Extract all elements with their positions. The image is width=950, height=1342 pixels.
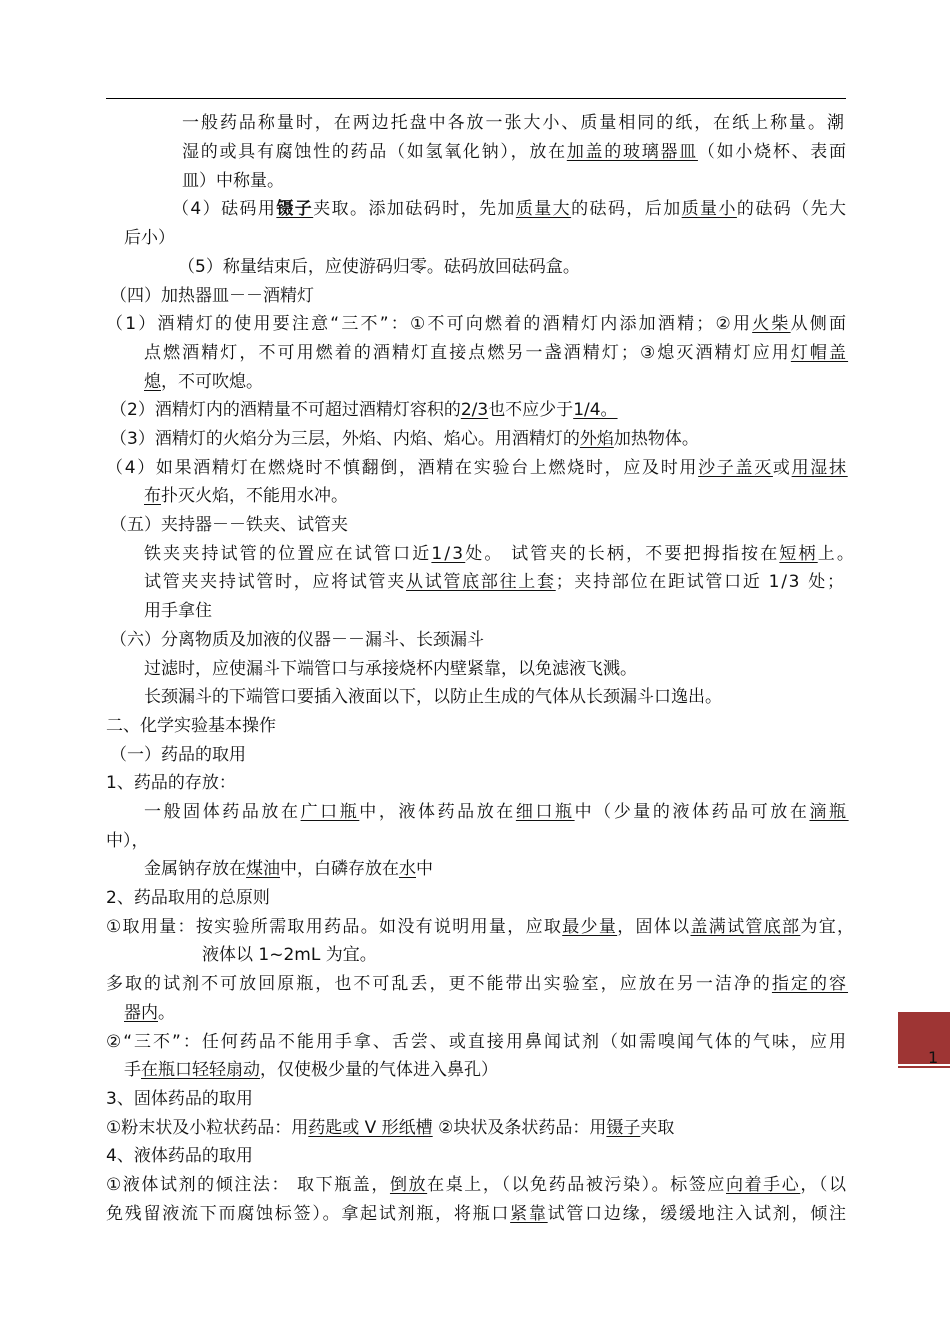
text-segment: 中，白磷存放在 bbox=[280, 859, 399, 879]
text-line bbox=[110, 399, 618, 421]
text-line bbox=[110, 514, 348, 536]
underlined-term: 1/4。 bbox=[573, 400, 618, 420]
text-segment: 。 bbox=[158, 1003, 175, 1023]
underlined-term: 加盖的玻璃器皿 bbox=[566, 142, 698, 162]
text-line bbox=[106, 313, 848, 335]
underlined-term: 滴瓶 bbox=[809, 802, 849, 822]
text-segment: 后小） bbox=[124, 228, 175, 248]
text-segment: 湿的或具有腐蚀性的药品（如氢氧化钠），放在 bbox=[182, 142, 567, 162]
underlined-term: 布 bbox=[144, 486, 161, 506]
text-line bbox=[182, 170, 284, 192]
text-line bbox=[144, 485, 348, 507]
underlined-term: 紧靠 bbox=[510, 1204, 548, 1224]
text-segment: ，不可吹熄。 bbox=[161, 372, 263, 392]
text-segment: ，仅使极少量的气体进入鼻孔） bbox=[260, 1060, 498, 1080]
text-segment: （5）称量结束后，应使游码归零。砝码放回砝码盒。 bbox=[178, 257, 580, 277]
text-line bbox=[106, 1145, 253, 1167]
text-line bbox=[106, 1088, 253, 1110]
text-line bbox=[106, 715, 276, 737]
underlined-term: 在瓶口轻轻扇动 bbox=[141, 1060, 260, 1080]
text-segment: ，（以 bbox=[800, 1175, 848, 1195]
underlined-term: 镊子 bbox=[276, 199, 314, 219]
text-segment: （4）如果酒精灯在燃烧时不慎翻倒，酒精在实验台上燃烧时，应及时用 bbox=[106, 458, 699, 478]
underlined-term: 火柴 bbox=[752, 314, 791, 334]
text-segment: 3、固体药品的取用 bbox=[106, 1089, 253, 1109]
text-segment: （五）夹持器－－铁夹、试管夹 bbox=[110, 515, 348, 535]
text-segment: ②块状及条状药品：用 bbox=[432, 1118, 607, 1138]
underlined-term: 从试管底部往上套 bbox=[406, 572, 556, 592]
text-line bbox=[182, 112, 846, 134]
text-segment: 2、药品取用的总原则 bbox=[106, 888, 270, 908]
text-line bbox=[144, 658, 637, 680]
text-segment: 手 bbox=[124, 1060, 141, 1080]
text-segment: （六）分离物质及加液的仪器－－漏斗、长颈漏斗 bbox=[110, 630, 484, 650]
text-segment: 的砝码，后加 bbox=[571, 199, 682, 219]
text-line bbox=[106, 1174, 848, 1196]
text-line bbox=[106, 1117, 674, 1139]
text-segment: 加热物体。 bbox=[613, 429, 699, 449]
text-line bbox=[144, 801, 849, 823]
text-line bbox=[144, 858, 433, 880]
text-line bbox=[172, 198, 847, 220]
underlined-term: 倒放 bbox=[389, 1175, 428, 1195]
text-segment: （3）酒精灯的火焰分为三层，外焰、内焰、焰心。用酒精灯的 bbox=[110, 429, 580, 449]
text-line bbox=[144, 371, 263, 393]
underlined-term: 熄 bbox=[144, 372, 161, 392]
text-segment: 长颈漏斗的下端管口要插入液面以下，以防止生成的气体从长颈漏斗口逸出。 bbox=[144, 687, 722, 707]
text-segment: （2）酒精灯内的酒精量不可超过酒精灯容积的 bbox=[110, 400, 461, 420]
underlined-term: 器内 bbox=[124, 1003, 158, 1023]
text-segment: （4）砝码用 bbox=[172, 199, 277, 219]
underlined-term: 1/3 bbox=[431, 544, 466, 564]
text-line bbox=[106, 973, 848, 995]
text-segment: 二、化学实验基本操作 bbox=[106, 716, 276, 736]
text-segment: ①粉末状及小粒状药品：用 bbox=[106, 1118, 309, 1138]
text-segment: 中）， bbox=[106, 831, 149, 851]
text-segment: 中（少量的液体药品可放在 bbox=[574, 802, 810, 822]
underlined-term: 镊子 bbox=[606, 1118, 641, 1138]
text-line bbox=[106, 1031, 848, 1053]
underlined-term: 质量小 bbox=[681, 199, 737, 219]
text-line bbox=[124, 1059, 498, 1081]
underlined-term: 2/3 bbox=[460, 400, 489, 420]
text-segment: ；夹持部位在距试管口近 1/3 处； bbox=[555, 572, 846, 592]
text-segment: 上。 bbox=[817, 544, 857, 564]
underlined-term: 细口瓶 bbox=[515, 802, 575, 822]
text-line bbox=[106, 830, 149, 852]
underlined-term: 盖满试管底部 bbox=[690, 917, 801, 937]
text-segment: 1、药品的存放： bbox=[106, 773, 236, 793]
text-line bbox=[110, 744, 246, 766]
text-segment: 的砝码（先大 bbox=[736, 199, 848, 219]
text-segment: ②“三不”：任何药品不能用手拿、舌尝、或直接用鼻闻试剂（如需嗅闻气体的气味，应用 bbox=[106, 1032, 848, 1052]
text-segment: ①取用量：按实验所需取用药品。如没有说明用量，应取 bbox=[106, 917, 563, 937]
text-segment: 一般药品称量时，在两边托盘中各放一张大小、质量相同的纸，在纸上称量。潮 bbox=[182, 113, 846, 133]
underlined-term: 灯帽盖 bbox=[790, 343, 849, 363]
text-segment: 金属钠存放在 bbox=[144, 859, 246, 879]
text-segment: 免残留液流下而腐蚀标签）。拿起试剂瓶，将瓶口 bbox=[106, 1204, 511, 1224]
page-number-underline bbox=[898, 1066, 950, 1068]
text-line bbox=[106, 916, 855, 938]
underlined-term: 沙子盖灭 bbox=[698, 458, 773, 478]
text-line bbox=[144, 543, 856, 565]
text-segment: 在桌上，（以免药品被污染）。标签应 bbox=[427, 1175, 727, 1195]
underlined-term: 水 bbox=[399, 859, 416, 879]
text-line bbox=[110, 428, 699, 450]
text-segment: （1）酒精灯的使用要注意“三不”：①不可向燃着的酒精灯内添加酒精；②用 bbox=[106, 314, 753, 334]
text-line bbox=[124, 227, 175, 249]
underlined-term: 质量大 bbox=[515, 199, 572, 219]
text-segment: 铁夹夹持试管的位置应在试管口近 bbox=[144, 544, 432, 564]
text-segment: 试管口边缘，缓缓地注入试剂，倾注 bbox=[547, 1204, 848, 1224]
text-line bbox=[106, 457, 848, 479]
page-number: 1 bbox=[928, 1048, 939, 1067]
text-line bbox=[144, 342, 848, 364]
underlined-term: 煤油 bbox=[246, 859, 280, 879]
text-segment: 夹取 bbox=[640, 1118, 675, 1138]
text-segment: 扑灭火焰，不能用水冲。 bbox=[161, 486, 348, 506]
text-segment: 点燃酒精灯，不可用燃着的酒精灯直接点燃另一盏酒精灯；③熄灭酒精灯应用 bbox=[144, 343, 791, 363]
page-number-tab bbox=[898, 1012, 950, 1064]
underlined-term: 广口瓶 bbox=[300, 802, 360, 822]
text-line bbox=[110, 285, 314, 307]
text-segment: 或 bbox=[772, 458, 792, 478]
underlined-term: 外焰 bbox=[579, 429, 614, 449]
text-segment: 一般固体药品放在 bbox=[144, 802, 301, 822]
text-line bbox=[106, 1203, 848, 1225]
text-line bbox=[144, 600, 212, 622]
text-line bbox=[110, 629, 484, 651]
text-segment: 中，液体药品放在 bbox=[359, 802, 516, 822]
header-rule bbox=[106, 98, 846, 99]
text-line bbox=[182, 141, 848, 163]
text-segment: （一）药品的取用 bbox=[110, 745, 246, 765]
text-segment: 4、液体药品的取用 bbox=[106, 1146, 253, 1166]
text-segment: ，固体以 bbox=[617, 917, 691, 937]
underlined-term: 指定的容 bbox=[771, 974, 849, 994]
text-segment: 处。 试管夹的长柄，不要把拇指按在 bbox=[465, 544, 780, 564]
underlined-term: 短柄 bbox=[779, 544, 818, 564]
text-segment: （如小烧杯、表面 bbox=[697, 142, 848, 162]
underlined-term: 最少量 bbox=[562, 917, 618, 937]
underlined-term: 药匙或 V 形纸槽 bbox=[308, 1118, 433, 1138]
text-line bbox=[202, 944, 377, 966]
text-line bbox=[144, 571, 846, 593]
text-segment: 多取的试剂不可放回原瓶，也不可乱丢，更不能带出实验室，应放在另一洁净的 bbox=[106, 974, 772, 994]
text-segment: 过滤时，应使漏斗下端管口与承接烧杯内壁紧靠，以免滤液飞溅。 bbox=[144, 659, 637, 679]
text-line bbox=[124, 1002, 175, 1024]
underlined-term: 向着手心 bbox=[726, 1175, 801, 1195]
text-segment: 液体以 1~2mL 为宜。 bbox=[202, 945, 377, 965]
text-segment: 用手拿住 bbox=[144, 601, 212, 621]
text-segment: （四）加热器皿－－酒精灯 bbox=[110, 286, 314, 306]
text-segment: 为宜， bbox=[800, 917, 856, 937]
text-line bbox=[106, 887, 270, 909]
text-segment: ①液体试剂的倾注法： 取下瓶盖， bbox=[106, 1175, 390, 1195]
text-segment: 夹取。添加砝码时，先加 bbox=[313, 199, 516, 219]
text-line bbox=[106, 772, 236, 794]
text-segment: 试管夹夹持试管时，应将试管夹 bbox=[144, 572, 406, 592]
text-segment: 也不应少于 bbox=[488, 400, 574, 420]
text-segment: 中 bbox=[416, 859, 433, 879]
text-line bbox=[144, 686, 722, 708]
text-segment: 从侧面 bbox=[790, 314, 849, 334]
text-line bbox=[178, 256, 580, 278]
underlined-term: 用湿抹 bbox=[791, 458, 848, 478]
text-segment: 皿）中称量。 bbox=[182, 171, 284, 191]
